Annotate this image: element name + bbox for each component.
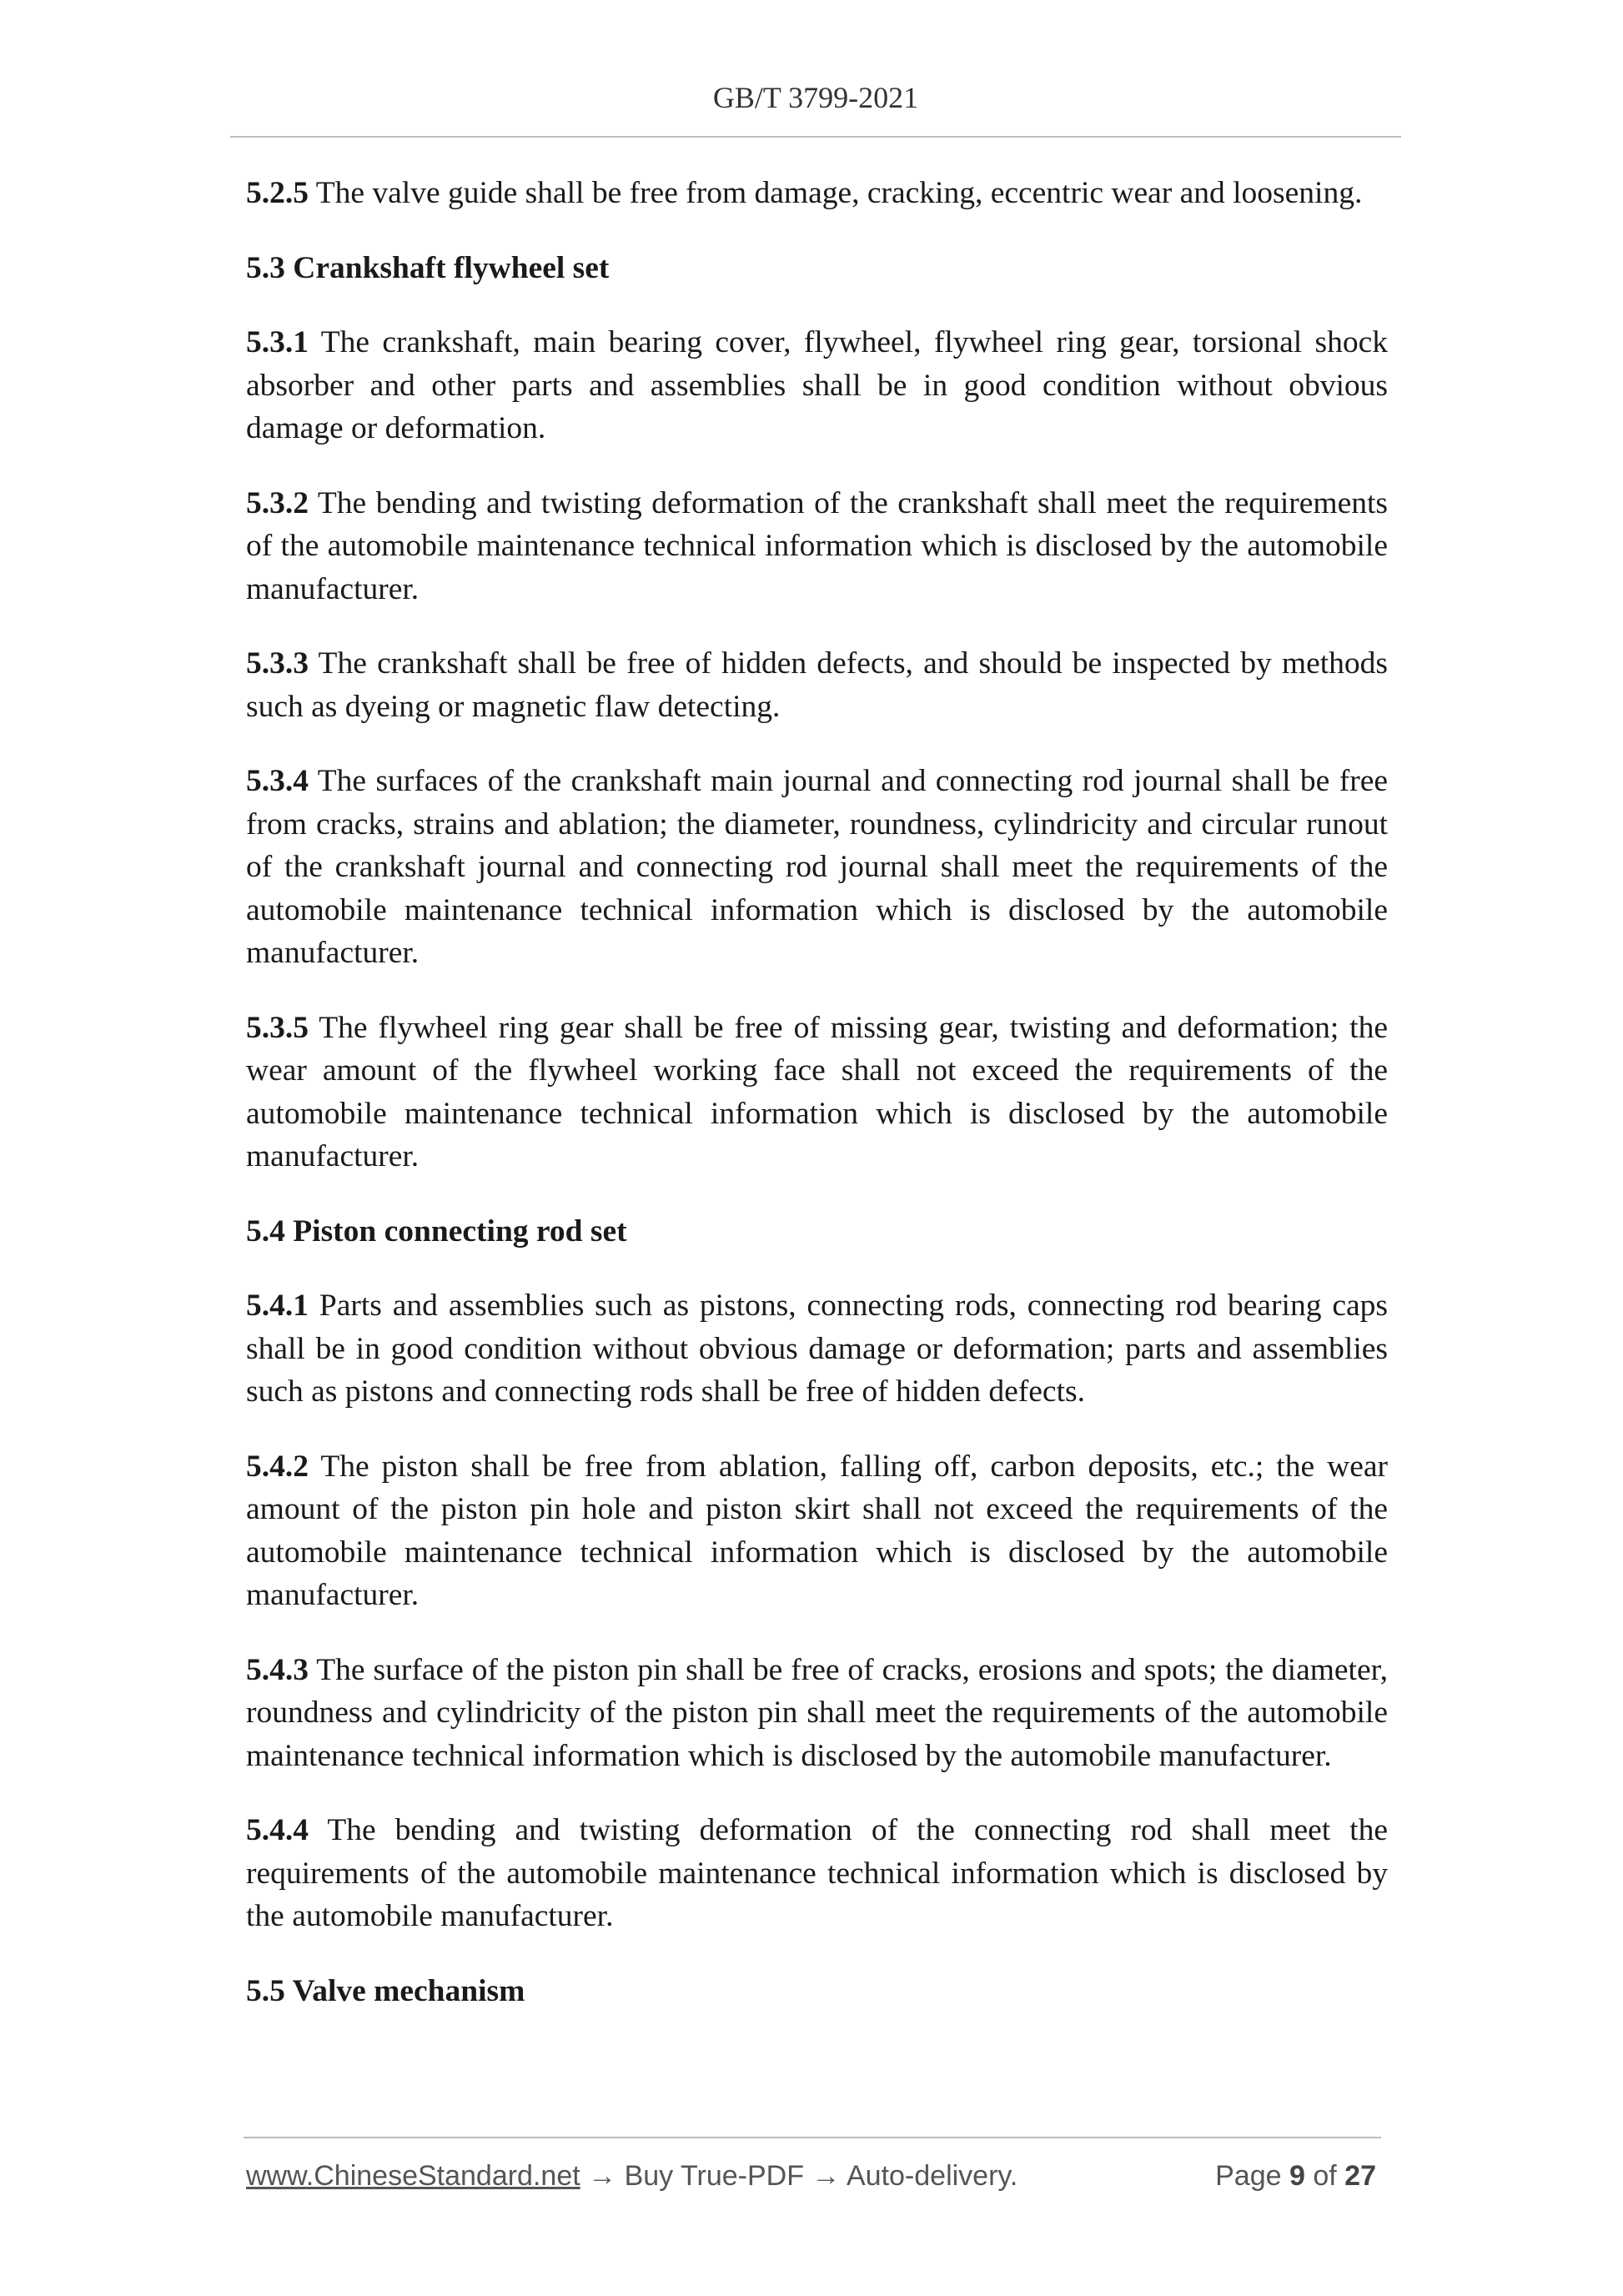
- clause-5-2-5: [246, 172, 1388, 215]
- page-header-title: GB/T 3799-2021: [712, 81, 919, 114]
- current-page-number: 9: [1289, 2160, 1305, 2192]
- clause-number: 5.4.1: [246, 1289, 309, 1323]
- clause-number: 5.3.2: [246, 485, 309, 520]
- section-heading-5-3: 5.3 Crankshaft flywheel set: [246, 250, 610, 285]
- clause-text: The crankshaft, main bearing cover, flywheel, flywheel ring gear, torsional shock absorber and other parts and assemblies shall be in good condition without obvious damage or deformation.: [246, 325, 1388, 445]
- clause-text: The piston shall be free from ablation, falling off, carbon deposits, etc.; the wear amount of the piston pin hole and piston skirt shall not exceed the requirements of the automobile maintenance technical information which is disclosed by the automobile manufacturer.: [246, 1449, 1388, 1612]
- clause-text: The crankshaft shall be free of hidden defects, and should be inspected by methods such as dyeing or magnetic flaw detecting.: [246, 646, 1388, 724]
- clause-text: Parts and assemblies such as pistons, connecting rods, connecting rod bearing caps shall be in good condition without obvious damage or deformation; parts and assemblies such as pistons and connecting rods shall be free of hidden defects.: [246, 1289, 1388, 1409]
- of-label: of: [1313, 2160, 1337, 2192]
- header-divider: [230, 136, 1401, 138]
- page-label: Page: [1215, 2160, 1282, 2192]
- clause-5-4-1: [246, 1284, 1388, 1414]
- section-heading-5-4: 5.4 Piston connecting rod set: [246, 1213, 627, 1248]
- page-footer: [246, 2160, 1376, 2193]
- footer-promo-text: → Buy True-PDF → Auto-delivery.: [580, 2160, 1018, 2192]
- clause-number: 5.3.4: [246, 764, 309, 798]
- section-heading-5-5: 5.5 Valve mechanism: [246, 1973, 525, 2008]
- page-indicator: [1215, 2160, 1376, 2193]
- clause-number: 5.4.2: [246, 1449, 309, 1484]
- clause-5-4-3: [246, 1649, 1388, 1778]
- clause-5-4-2: [246, 1445, 1388, 1617]
- clause-number: 5.4.4: [246, 1813, 309, 1847]
- footer-divider: [244, 2137, 1381, 2138]
- clause-5-3-1: [246, 321, 1388, 450]
- clause-text: The bending and twisting deformation of the connecting rod shall meet the requirements of the automobile maintenance technical information which is disclosed by the automobile manufacturer.: [246, 1813, 1388, 1933]
- clause-5-3-4: [246, 760, 1388, 975]
- document-body: [246, 172, 1388, 2044]
- clause-5-3-5: [246, 1007, 1388, 1178]
- clause-5-3-2: [246, 482, 1388, 611]
- clause-5-3-3: [246, 642, 1388, 728]
- clause-text: The surfaces of the crankshaft main journal and connecting rod journal shall be free from cracks, strains and ablation; the diameter, roundness, cylindricity and circular runout of the crankshaft journal and connecting rod journal shall meet the requirements of the automobile maintenance technical information which is disclosed by the automobile manufacturer.: [246, 764, 1388, 970]
- clause-number: 5.3.3: [246, 646, 309, 681]
- clause-number: 5.2.5: [246, 176, 309, 210]
- total-pages-number: 27: [1344, 2160, 1376, 2192]
- clause-number: 5.4.3: [246, 1652, 309, 1687]
- clause-number: 5.3.1: [246, 325, 309, 359]
- clause-5-4-4: [246, 1809, 1388, 1938]
- clause-text: The surface of the piston pin shall be free of cracks, erosions and spots; the diameter, roundness and cylindricity of the piston pin shall meet the requirements of the automobile maintenance technical information which is disclosed by the automobile manufacturer.: [246, 1652, 1388, 1773]
- clause-text: The flywheel ring gear shall be free of missing gear, twisting and deformation; the wear amount of the flywheel working face shall not exceed the requirements of the automobile maintenance technical information which is disclosed by the automobile manufacturer.: [246, 1010, 1388, 1173]
- clause-text: The bending and twisting deformation of the crankshaft shall meet the requirements of the automobile maintenance technical information which is disclosed by the automobile manufacturer.: [246, 485, 1388, 606]
- clause-number: 5.3.5: [246, 1010, 309, 1045]
- clause-text: The valve guide shall be free from damage, cracking, eccentric wear and loosening.: [315, 176, 1363, 210]
- website-link[interactable]: www.ChineseStandard.net: [246, 2160, 580, 2192]
